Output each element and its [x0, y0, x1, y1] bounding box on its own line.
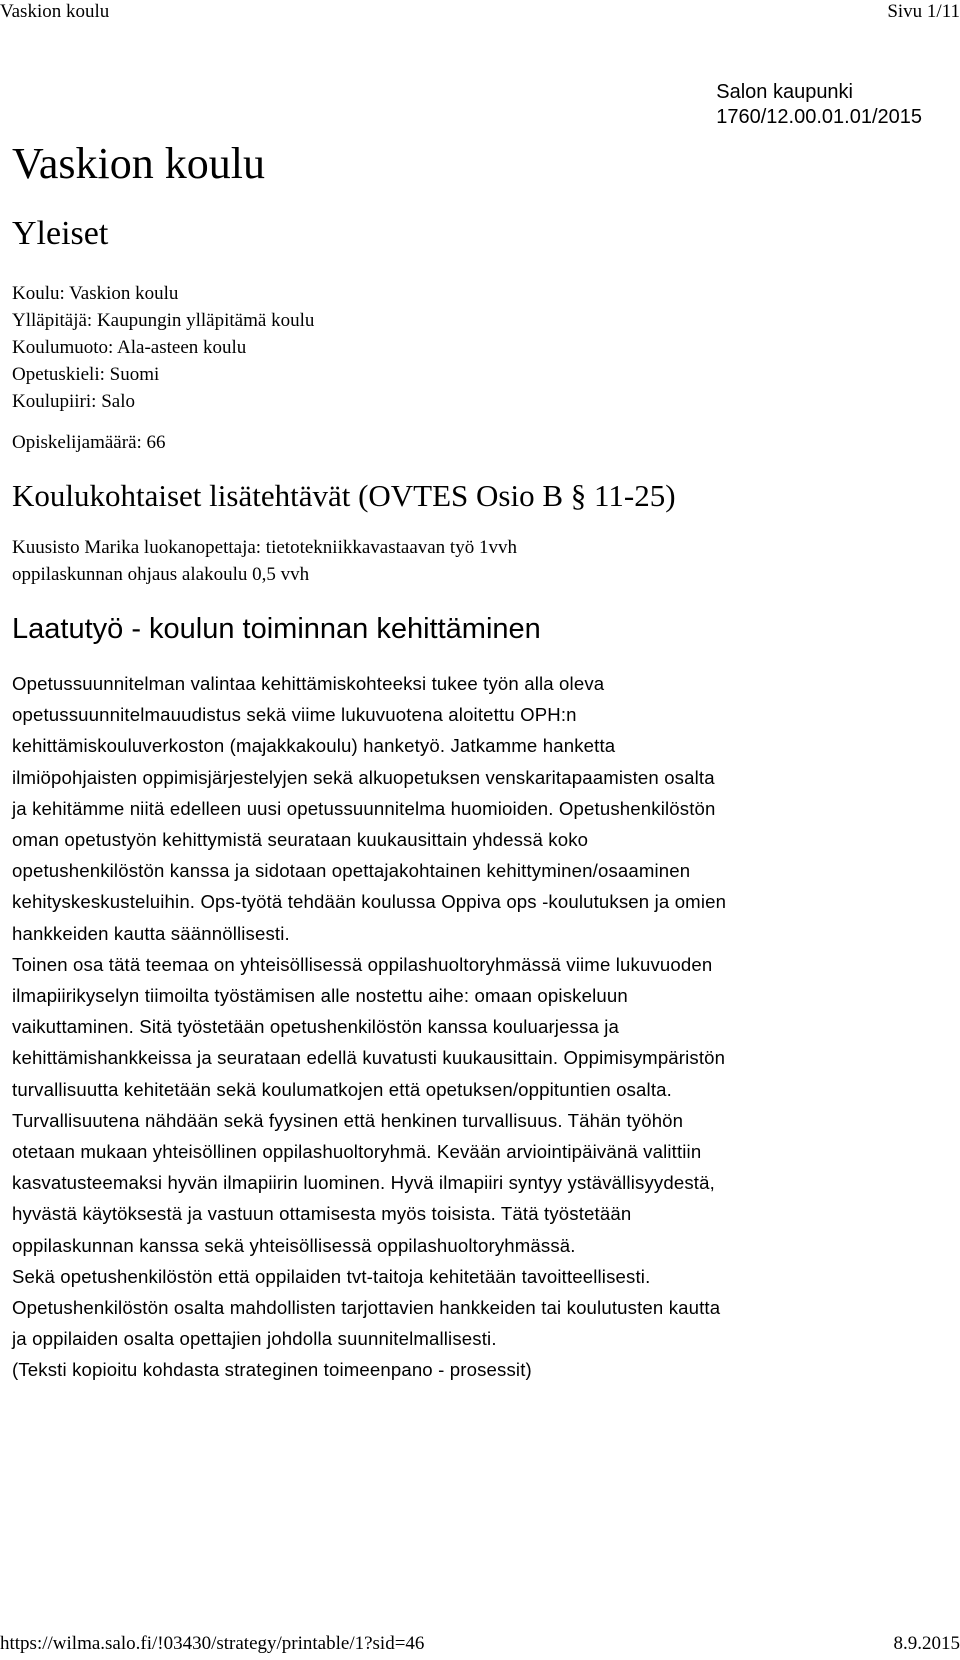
text-line: ilmiöpohjaisten oppimisjärjestelyjen sekä alkuopetuksen venskaritapaamisten osalta [12, 766, 715, 788]
info-line-maintainer: Ylläpitäjä: Kaupungin ylläpitämä koulu [12, 310, 315, 331]
text-line: hyvästä käytöksestä ja vastuun ottamisesta myös toisista. Tätä työstetään [12, 1203, 632, 1225]
text-line: Opetussuunnitelman valintaa kehittämiskohteeksi tukee työn alla oleva [12, 673, 605, 694]
info-line-school-type: Koulumuoto: Ala-asteen koulu [12, 337, 247, 358]
section-heading-additional-tasks: Koulukohtaiset lisätehtävät (OVTES Osio B § 11-25) [12, 478, 676, 513]
task-line: oppilaskunnan ohjaus alakoulu 0,5 vvh [12, 564, 310, 585]
text-line: Turvallisuutena nähdään sekä fyysinen että henkinen turvallisuus. Tähän työhön [12, 1109, 684, 1131]
text-line: vaikuttaminen. Sitä työstetään opetushenkilöstön kanssa kouluarjessa ja [12, 1016, 620, 1038]
text-line: kehittämiskouluverkoston (majakkakoulu) hanketyö. Jatkamme hanketta [12, 735, 616, 757]
general-info-list [12, 280, 948, 415]
organization-name: Salon kaupunki [716, 81, 854, 103]
quality-work-text [12, 668, 948, 1386]
text-line: Toinen osa tätä teemaa on yhteisöllisessä oppilashuoltoryhmässä viime lukuvuoden [12, 953, 713, 975]
text-line: ja kehitämme niitä edelleen uusi opetussuunnitelma huomioiden. Opetushenkilöstön [12, 797, 716, 819]
info-line-school: Koulu: Vaskion koulu [12, 283, 179, 304]
print-footer-date: 8.9.2015 [893, 1633, 960, 1654]
student-count: Opiskelijamäärä: 66 [12, 432, 166, 453]
print-header-page-number: Sivu 1/11 [887, 1, 960, 22]
document-code: 1760/12.00.01.01/2015 [716, 106, 922, 128]
text-line: Sekä opetushenkilöstön että oppilaiden tvt-taitoja kehitetään tavoitteellisesti. [12, 1265, 651, 1287]
text-line: ja oppilaiden osalta opettajien johdolla suunnitelmallisesti. [12, 1328, 497, 1350]
organization-block [716, 80, 922, 130]
page-title: Vaskion koulu [12, 139, 265, 188]
text-line: kasvatusteemaksi hyvän ilmapiirin luominen. Hyvä ilmapiiri syntyy ystävällisyydestä, [12, 1172, 715, 1194]
additional-tasks-list [12, 534, 948, 588]
text-line: kehityskeskusteluihin. Ops-työtä tehdään koulussa Oppiva ops -koulutuksen ja omien [12, 891, 727, 913]
task-line: Kuusisto Marika luokanopettaja: tietotekniikkavastaavan työ 1vvh [12, 537, 517, 558]
text-line: turvallisuutta kehitetään sekä koulumatkojen että opetuksen/oppituntien osalta. [12, 1078, 672, 1100]
print-footer-url[interactable]: https://wilma.salo.fi/!03430/strategy/printable/1?sid=46 [0, 1633, 425, 1654]
text-line: kehittämishankkeissa ja seurataan edellä kuvatusti kuukausittain. Oppimisympäristön [12, 1047, 726, 1069]
info-line-district: Koulupiiri: Salo [12, 391, 135, 412]
text-line: oppilaskunnan kanssa sekä yhteisöllisessä oppilashuoltoryhmässä. [12, 1234, 576, 1256]
print-header-title: Vaskion koulu [0, 1, 110, 22]
document-content [12, 138, 948, 1386]
text-line: hankkeiden kautta säännöllisesti. [12, 922, 290, 944]
text-line: oman opetustyön kehittymistä seurataan kuukausittain yhdessä koko [12, 829, 589, 851]
section-heading-general: Yleiset [12, 215, 109, 252]
section-heading-quality-work: Laatutyö - koulun toiminnan kehittäminen [12, 613, 541, 645]
text-line: ilmapiirikyselyn tiimoilta työstämisen alle nostettu aihe: omaan opiskeluun [12, 985, 628, 1007]
text-line: otetaan mukaan yhteisöllinen oppilashuoltoryhmä. Kevään arviointipäivänä valittiin [12, 1141, 702, 1163]
info-line-language: Opetuskieli: Suomi [12, 364, 160, 385]
text-line: Opetushenkilöstön osalta mahdollisten tarjottavien hankkeiden tai koulutusten kautta [12, 1297, 721, 1319]
text-line: (Teksti kopioitu kohdasta strateginen toimeenpano - prosessit) [12, 1359, 532, 1381]
text-line: opetussuunnitelmauudistus sekä viime lukuvuotena aloitettu OPH:n [12, 704, 577, 726]
text-line: opetushenkilöstön kanssa ja sidotaan opettajakohtainen kehittyminen/osaaminen [12, 860, 691, 882]
